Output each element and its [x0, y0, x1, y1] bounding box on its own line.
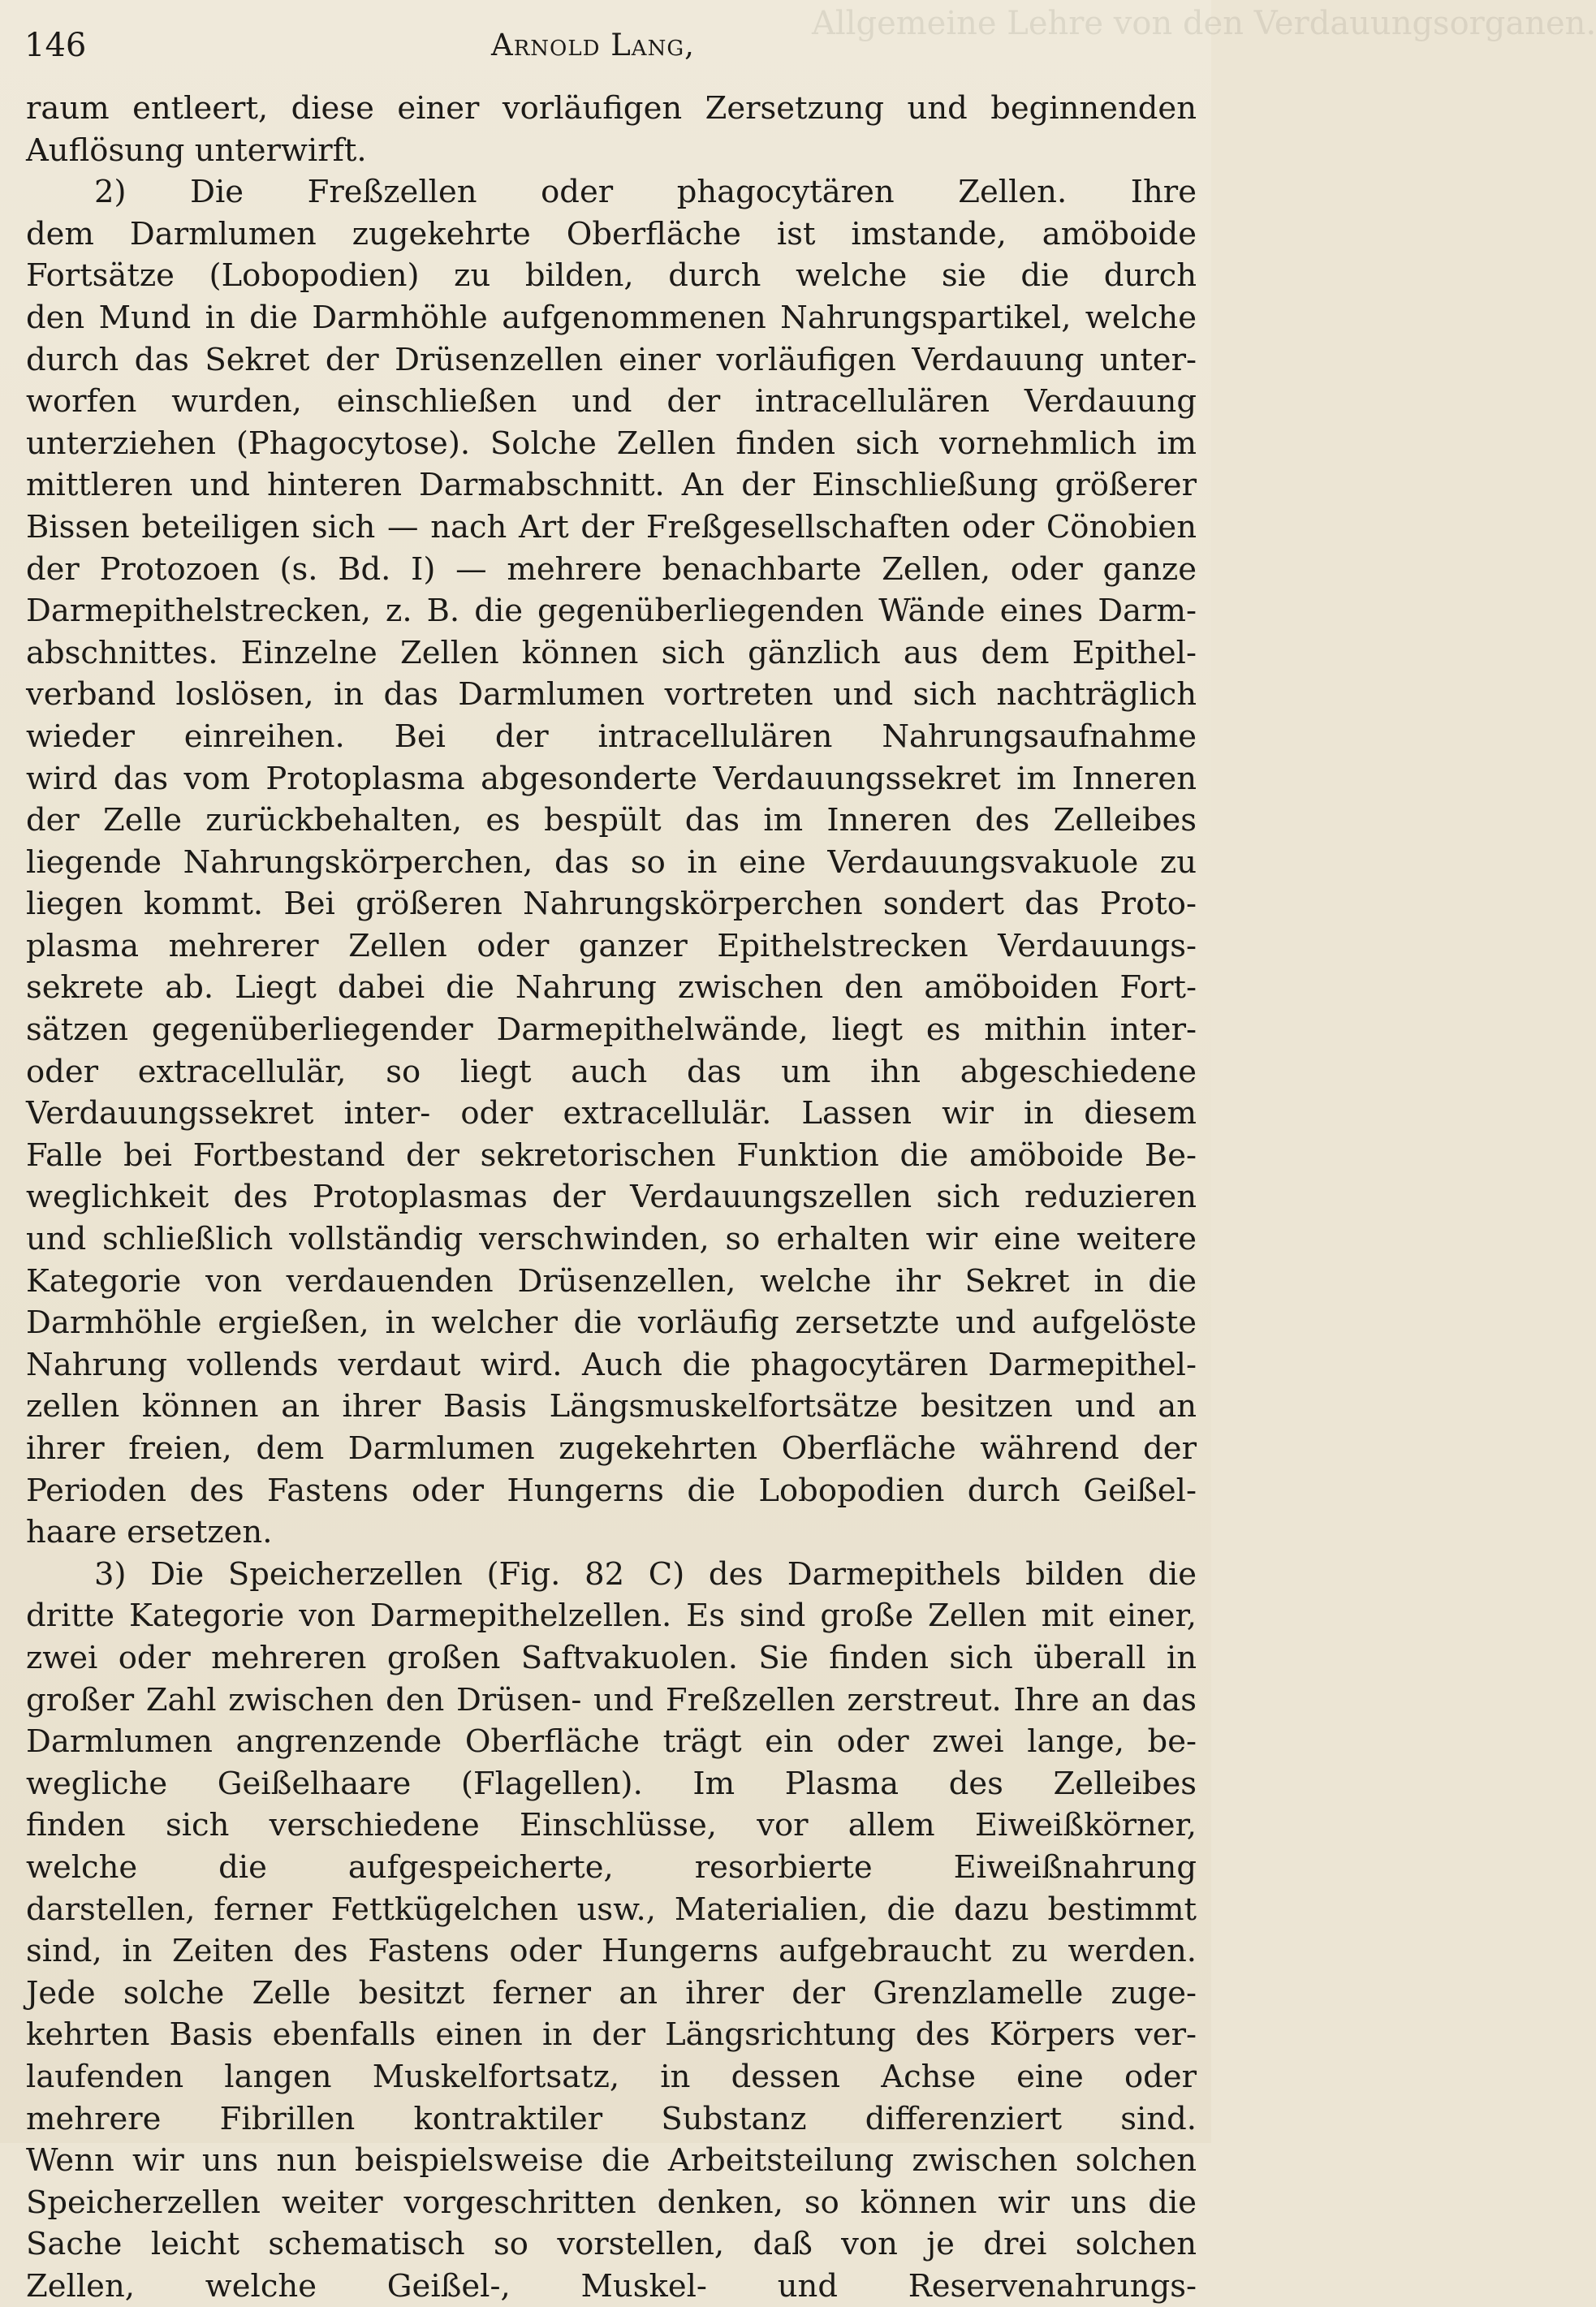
- text-line: wieder einreihen. Bei der intracellulären Nahrungsaufnahme: [26, 718, 1197, 755]
- text-line: weglichkeit des Protoplasmas der Verdauungszellen sich reduzieren: [26, 1179, 1197, 1216]
- text-line: der Zelle zurückbehalten, es bespült das im Inneren des Zelleibes: [26, 802, 1197, 839]
- text-line: mittleren und hinteren Darmabschnitt. An der Einschließung größerer: [26, 467, 1197, 504]
- text-line: haare ersetzen.: [26, 1514, 273, 1551]
- text-line: ihrer freien, dem Darmlumen zugekehrten Oberfläche während der: [26, 1430, 1197, 1467]
- text-line: Speicherzellen weiter vorgeschritten denken, so können wir uns die: [26, 2184, 1197, 2221]
- text-line: Wenn wir uns nun beispielsweise die Arbeitsteilung zwischen solchen: [26, 2142, 1197, 2180]
- text-line: 3) Die Speicherzellen (Fig. 82 C) des Darmepithels bilden die: [94, 1555, 1197, 1593]
- text-line: Bissen beteiligen sich — nach Art der Freßgesellschaften oder Cönobien: [26, 508, 1197, 545]
- body-text: [26, 88, 1197, 2307]
- text-line: zellen können an ihrer Basis Längsmuskelfortsätze besitzen und an: [26, 1388, 1197, 1425]
- text-line: den Mund in die Darmhöhle aufgenommenen Nahrungspartikel, welche: [26, 299, 1197, 336]
- text-line: 2) Die Freßzellen oder phagocytären Zellen. Ihre: [94, 174, 1197, 211]
- text-line: durch das Sekret der Drüsenzellen einer vorläufigen Verdauung unter-: [26, 341, 1197, 378]
- page-header: [24, 24, 1185, 73]
- text-line: plasma mehrerer Zellen oder ganzer Epithelstrecken Verdauungs-: [26, 927, 1197, 964]
- text-line: Sache leicht schematisch so vorstellen, daß von je drei solchen: [26, 2226, 1197, 2263]
- text-line: dritte Kategorie von Darmepithelzellen. Es sind große Zellen mit einer,: [26, 1598, 1197, 1635]
- text-line: raum entleert, diese einer vorläufigen Zersetzung und beginnenden: [26, 90, 1197, 127]
- text-line: sind, in Zeiten des Fastens oder Hungerns aufgebraucht zu werden.: [26, 1933, 1197, 1970]
- text-line: Nahrung vollends verdaut wird. Auch die phagocytären Darmepithel-: [26, 1346, 1197, 1383]
- text-line: Falle bei Fortbestand der sekretorischen Funktion die amöboide Be-: [26, 1136, 1197, 1174]
- page-number: 146: [24, 27, 87, 64]
- text-line: finden sich verschiedene Einschlüsse, vor allem Eiweißkörner,: [26, 1807, 1197, 1844]
- text-line: darstellen, ferner Fettkügelchen usw., Materialien, die dazu bestimmt: [26, 1891, 1197, 1928]
- text-line: und schließlich vollständig verschwinden, so erhalten wir eine weitere: [26, 1221, 1197, 1258]
- text-line: großer Zahl zwischen den Drüsen- und Freßzellen zerstreut. Ihre an das: [26, 1681, 1197, 1718]
- text-line: dem Darmlumen zugekehrte Oberfläche ist imstande, amöboide: [26, 215, 1197, 252]
- text-line: verband loslösen, in das Darmlumen vortreten und sich nachträglich: [26, 676, 1197, 714]
- text-line: laufenden langen Muskelfortsatz, in dessen Achse eine oder: [26, 2058, 1197, 2095]
- text-line: unterziehen (Phagocytose). Solche Zellen finden sich vornehmlich im: [26, 425, 1197, 462]
- text-line: Darmhöhle ergießen, in welcher die vorläufig zersetzte und aufgelöste: [26, 1304, 1197, 1342]
- text-line: kehrten Basis ebenfalls einen in der Längsrichtung des Körpers ver-: [26, 2016, 1197, 2054]
- text-line: liegen kommt. Bei größeren Nahrungskörperchen sondert das Proto-: [26, 886, 1197, 923]
- text-line: liegende Nahrungskörperchen, das so in eine Verdauungsvakuole zu: [26, 843, 1197, 881]
- text-line: wegliche Geißelhaare (Flagellen). Im Plasma des Zelleibes: [26, 1765, 1197, 1802]
- text-line: Jede solche Zelle besitzt ferner an ihrer der Grenzlamelle zuge-: [26, 1974, 1197, 2012]
- text-line: abschnittes. Einzelne Zellen können sich gänzlich aus dem Epithel-: [26, 634, 1197, 671]
- facing-page-bleed-through: Allgemeine Lehre von den Verdauungsorganen.: [812, 5, 1596, 42]
- text-line: Perioden des Fastens oder Hungerns die Lobopodien durch Geißel-: [26, 1472, 1197, 1509]
- text-line: sekrete ab. Liegt dabei die Nahrung zwischen den amöboiden Fort-: [26, 969, 1197, 1007]
- text-line: Verdauungssekret inter- oder extracellulär. Lassen wir in diesem: [26, 1095, 1197, 1132]
- text-line: oder extracellulär, so liegt auch das um ihn abgeschiedene: [26, 1053, 1197, 1090]
- text-line: der Protozoen (s. Bd. I) — mehrere benachbarte Zellen, oder ganze: [26, 550, 1197, 588]
- text-line: Fortsätze (Lobopodien) zu bilden, durch welche sie die durch: [26, 257, 1197, 295]
- text-line: zwei oder mehreren großen Saftvakuolen. Sie finden sich überall in: [26, 1639, 1197, 1676]
- text-line: Auflösung unterwirft.: [26, 132, 367, 169]
- text-line: welche die aufgespeicherte, resorbierte Eiweißnahrung: [26, 1848, 1197, 1886]
- running-head: Arnold Lang,: [491, 28, 695, 63]
- text-line: mehrere Fibrillen kontraktiler Substanz differenziert sind.: [26, 2100, 1197, 2137]
- text-line: worfen wurden, einschließen und der intracellulären Verdauung: [26, 383, 1197, 420]
- text-line: Zellen, welche Geißel-, Muskel- und Reservenahrungs-: [26, 2267, 1197, 2305]
- text-line: sätzen gegenüberliegender Darmepithelwände, liegt es mithin inter-: [26, 1011, 1197, 1049]
- text-line: Kategorie von verdauenden Drüsenzellen, welche ihr Sekret in die: [26, 1262, 1197, 1300]
- text-line: Darmepithelstrecken, z. B. die gegenüberliegenden Wände eines Darm-: [26, 593, 1197, 630]
- text-line: Darmlumen angrenzende Oberfläche trägt ein oder zwei lange, be-: [26, 1723, 1197, 1761]
- text-line: wird das vom Protoplasma abgesonderte Verdauungssekret im Inneren: [26, 760, 1197, 797]
